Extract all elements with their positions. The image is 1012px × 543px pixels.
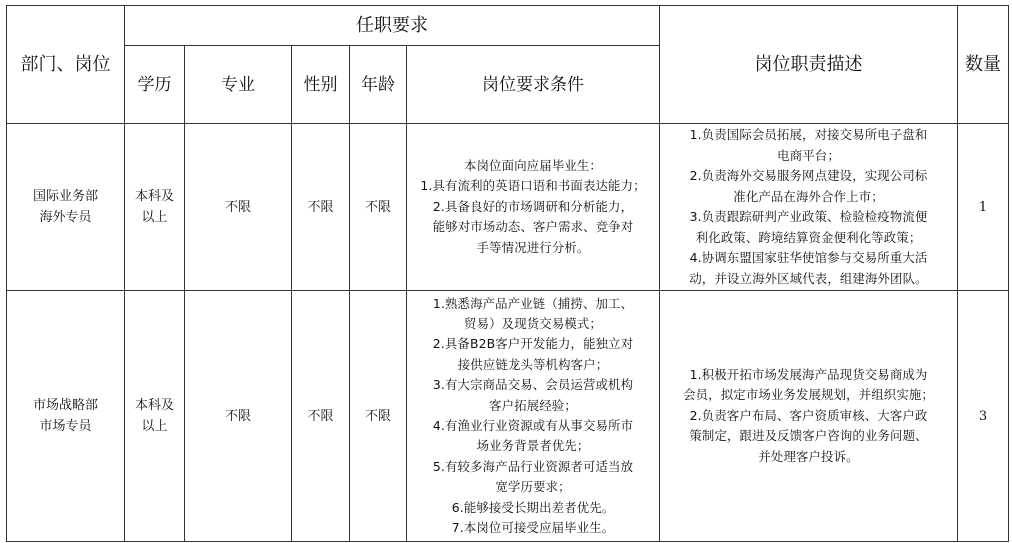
condition-line: 7.本岗位可接受应届毕业生。 [451, 520, 615, 536]
header-age: 年龄 [350, 46, 407, 124]
duty-line: 并处理客户投诉。 [758, 448, 859, 464]
condition-line: 手等情况进行分析。 [476, 239, 590, 255]
condition-line: 场业务背景者优先； [476, 438, 590, 454]
condition-line: 6.能够接受长期出差者优先。 [451, 499, 615, 515]
condition-line: 1.具有流利的英语口语和书面表达能力； [420, 178, 646, 194]
duty-line: 4.协调东盟国家驻华使馆参与交易所重大活 [689, 250, 928, 265]
header-requirements: 任职要求 [125, 6, 660, 46]
position-name: 市场专员 [39, 419, 92, 434]
position-name: 海外专员 [39, 210, 92, 225]
duty-line: 1.积极开拓市场发展海产品现货交易商成为 [689, 366, 928, 382]
conditions-cell [407, 291, 660, 542]
education-line: 以上 [141, 210, 168, 225]
gender-cell: 不限 [292, 124, 350, 291]
header-education: 学历 [125, 46, 185, 124]
education-line: 以上 [141, 419, 168, 434]
condition-line: 宽学历要求； [495, 479, 571, 495]
condition-line: 4.有渔业行业资源或有从事交易所市 [432, 418, 634, 433]
duty-line: 1.负责国际会员拓展，对接交易所电子盘和 [689, 127, 928, 142]
condition-line: 2.具备良好的市场调研和分析能力， [432, 198, 634, 214]
condition-line: 客户拓展经验； [489, 397, 577, 413]
gender-cell: 不限 [292, 291, 350, 542]
education-cell [125, 124, 185, 291]
header-major: 专业 [185, 46, 292, 124]
duty-line: 策制定，跟进及反馈客户咨询的业务问题、 [689, 428, 928, 444]
dept-name: 市场战略部 [32, 398, 98, 413]
age-cell: 不限 [350, 124, 407, 291]
table-row [7, 291, 1009, 542]
header-quantity: 数量 [958, 6, 1009, 124]
education-line: 本科及 [134, 189, 174, 204]
condition-line: 本岗位面向应届毕业生： [464, 157, 602, 173]
education-cell [125, 291, 185, 542]
duty-line: 准化产品在海外合作上市； [733, 188, 884, 204]
quantity-cell: 1 [958, 124, 1009, 291]
dept-position-cell [7, 291, 125, 542]
recruitment-table [6, 5, 1009, 542]
duties-cell [660, 291, 958, 542]
age-cell: 不限 [350, 291, 407, 542]
duty-line: 动，并设立海外区域代表，组建海外团队。 [689, 270, 928, 286]
duty-line: 会员，拟定市场业务发展规划，并组织实施； [683, 387, 934, 403]
major-cell: 不限 [185, 124, 292, 291]
condition-line: 接供应链龙头等机构客户； [457, 356, 609, 372]
header-gender: 性别 [292, 46, 350, 124]
header-dept-position: 部门、岗位 [7, 6, 125, 124]
duty-line: 2.负责客户布局、客户资质审核、大客户政 [689, 407, 928, 423]
condition-line: 能够对市场动态、客户需求、竞争对 [432, 219, 634, 235]
table-row [7, 124, 1009, 291]
header-duties: 岗位职责描述 [660, 6, 958, 124]
duty-line: 2.负责海外交易服务网点建设，实现公司标 [689, 168, 928, 183]
condition-line: 1.熟悉海产品产业链（捕捞、加工、 [432, 295, 634, 311]
condition-line: 贸易）及现货交易模式； [464, 315, 602, 331]
duties-cell [660, 124, 958, 291]
header-conditions: 岗位要求条件 [407, 46, 660, 124]
dept-name: 国际业务部 [32, 189, 98, 204]
duty-line: 电商平台； [777, 147, 840, 163]
condition-line: 2.具备B2B客户开发能力，能独立对 [432, 336, 634, 352]
condition-line: 5.有较多海产品行业资源者可适当放 [432, 458, 634, 474]
condition-line: 3.有大宗商品交易、会员运营或机构 [432, 377, 634, 393]
major-cell: 不限 [185, 291, 292, 542]
duty-line: 利化政策、跨境结算资金便利化等政策； [695, 229, 922, 245]
duty-line: 3.负责跟踪研判产业政策、检验检疫物流便 [689, 209, 928, 224]
header-row-top [7, 6, 1009, 46]
education-line: 本科及 [134, 398, 174, 413]
conditions-cell [407, 124, 660, 291]
quantity-cell: 3 [958, 291, 1009, 542]
dept-position-cell [7, 124, 125, 291]
